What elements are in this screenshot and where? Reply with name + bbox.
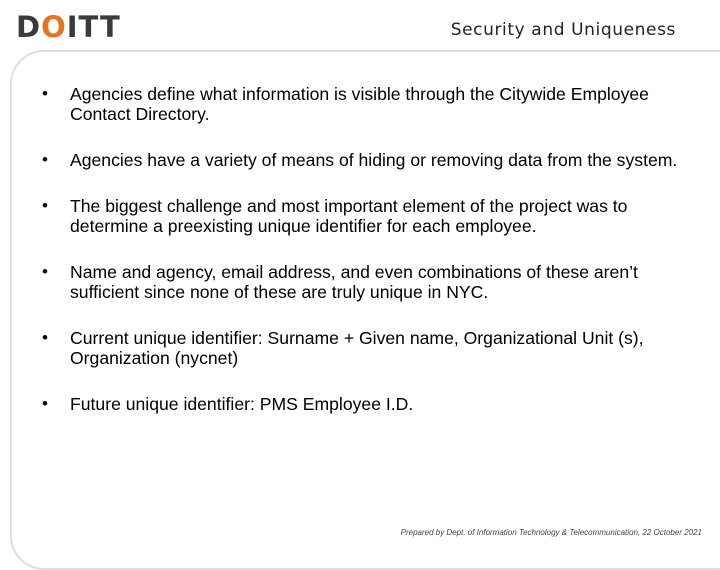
bullet-item: [42, 328, 682, 368]
bullet-dot: •: [42, 394, 48, 413]
bullet-dot: •: [42, 262, 48, 281]
bullet-dot: •: [42, 328, 48, 347]
slide-title: Security and Uniqueness: [450, 20, 676, 40]
bullet-item: [42, 84, 682, 124]
bullet-text: Agencies define what information is visible through the Citywide Employee Contact Directory.: [70, 84, 649, 124]
bullet-item: [42, 394, 682, 414]
logo-text: DOITT: [16, 10, 121, 44]
bullet-item: [42, 262, 682, 302]
bullet-item: [42, 196, 682, 236]
doitt-logo: [16, 10, 121, 44]
bullet-text: Current unique identifier: Surname + Given name, Organizational Unit (s), Organization (nycnet): [70, 328, 644, 368]
bullet-text: Name and agency, email address, and even combinations of these aren’t sufficient since none of these are truly unique in NYC.: [70, 262, 638, 302]
bullet-item: [42, 150, 682, 170]
bullet-text: The biggest challenge and most important element of the project was to determine a preexisting unique identifier for each employee.: [70, 196, 628, 236]
footer-credit: Prepared by Dept. of Information Technology & Telecommunication, 22 October 2021: [400, 528, 702, 537]
bullet-dot: •: [42, 84, 48, 103]
bullet-text: Future unique identifier: PMS Employee I.D.: [70, 394, 414, 414]
bullet-text: Agencies have a variety of means of hiding or removing data from the system.: [70, 150, 678, 170]
bullet-list: [42, 84, 682, 440]
bullet-dot: •: [42, 150, 48, 169]
bullet-dot: •: [42, 196, 48, 215]
